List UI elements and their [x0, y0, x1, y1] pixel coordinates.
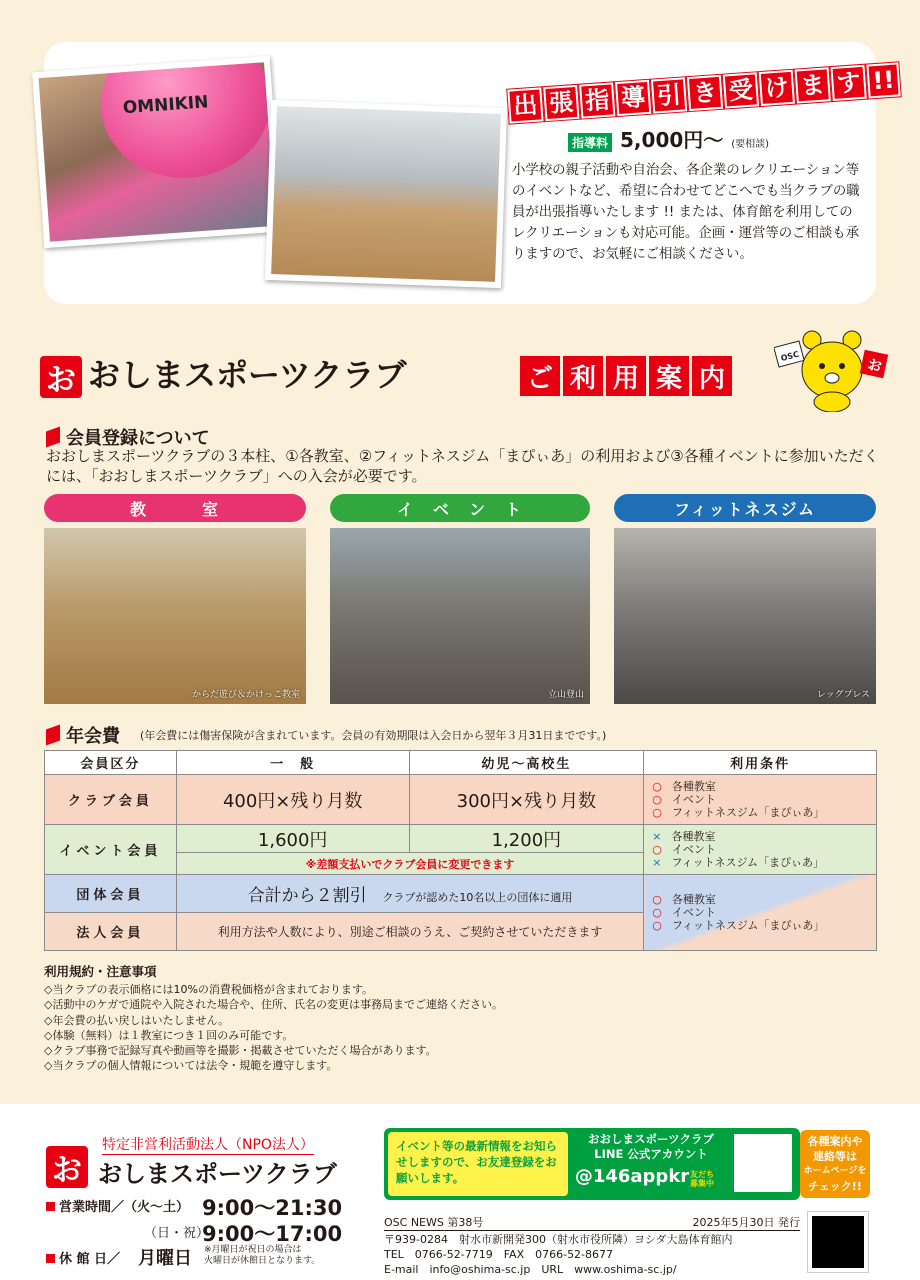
closed-day: 月曜日 — [138, 1248, 192, 1269]
hours-holiday-label: （日・祝） — [144, 1226, 210, 1241]
ball-logo-text: OMNIKIN — [122, 92, 210, 119]
line-tag-line: 募集中 — [690, 1179, 714, 1188]
cond-item: イベント — [671, 843, 716, 856]
line-account-line: おおしまスポーツクラブ — [588, 1132, 714, 1146]
rule-item: ◇活動中のケガで通院や入院された場合や、住所、氏名の変更は事務局までご連絡ください。 — [44, 998, 504, 1012]
event-caption: 立山登山 — [547, 690, 584, 700]
title-char: 引 — [651, 77, 687, 114]
title-char: け — [759, 70, 795, 107]
club-general: 400円×残り月数 — [176, 775, 409, 825]
cond-item: イベント — [671, 906, 716, 919]
mark: ○ — [652, 919, 662, 932]
fee-heading — [46, 722, 120, 748]
npo-label: 特定非営利活動法人（NPO法人） — [102, 1134, 314, 1155]
line-invite-text: イベント等の最新情報をお知らせしますので、お友達登録をお願いします。 — [388, 1132, 568, 1196]
cond-item: イベント — [671, 793, 716, 806]
title-char: !! — [866, 62, 900, 99]
mark: × — [652, 856, 662, 869]
fee-heading-text: 年会費 — [66, 726, 120, 747]
event-label: イベント会員 — [45, 825, 177, 875]
class-caption: からだ遊び＆かけっこ教室 — [191, 690, 300, 700]
group-main: 合計から２割引 — [247, 886, 367, 906]
event-pill: イ ベ ン ト — [330, 494, 590, 522]
event-conditions — [644, 825, 877, 875]
guide-char: 内 — [692, 356, 732, 396]
hp-note-line: 連絡等は — [813, 1150, 857, 1163]
guide-char: 案 — [649, 356, 689, 396]
fitness-pill: フィットネスジム — [614, 494, 876, 522]
title-char: 出 — [507, 87, 543, 124]
title-char: 受 — [723, 72, 759, 109]
table-header: 一 般 — [176, 751, 409, 775]
group-fee — [176, 875, 643, 913]
line-tag-line: 友だち — [690, 1170, 714, 1179]
class-pill: 教 室 — [44, 494, 306, 522]
hp-note-line: 各種案内や — [807, 1135, 863, 1148]
phone-fax: TEL 0766-52-7719 FAX 0766-52-8677 — [384, 1248, 614, 1261]
member-text: おおしまスポーツクラブの３本柱、①各教室、②フィットネスジム「まぴぃあ」の利用および③各種イベントに参加いただくには、「おおしまスポーツクラブ」への入会が必要です。 — [46, 447, 879, 485]
title-char: 張 — [543, 85, 579, 122]
event-note: ※差額支払いでクラブ会員に変更できます — [176, 853, 643, 875]
closed-note — [204, 1245, 320, 1267]
fee-note: (要相談) — [731, 139, 770, 150]
kinball-photo — [32, 56, 282, 248]
rule-item: ◇当クラブの表示価格には10%の消費税価格が含まれております。 — [44, 983, 374, 996]
mark: ○ — [652, 906, 662, 919]
closed-note-line: 火曜日が休館日となります。 — [204, 1256, 321, 1266]
fee-note: (年会費には傷害保険が含まれています。会員の有効期限は入会日から翌年３月31日までです。) — [140, 729, 607, 742]
hours-holiday: 9:00～17:00 — [202, 1222, 343, 1246]
gym-photo — [265, 100, 507, 288]
group-conditions — [644, 875, 877, 951]
rules-list — [44, 982, 503, 1074]
fee-badge: 指導料 — [568, 133, 612, 152]
title-char: き — [687, 75, 723, 112]
issue-line — [384, 1214, 800, 1231]
table-row — [45, 825, 877, 853]
title-char: 導 — [615, 80, 651, 117]
guide-title — [520, 356, 732, 396]
table-row — [45, 775, 877, 825]
rule-item: ◇体験（無料）は１教室につき１回のみ可能です。 — [44, 1028, 294, 1042]
cond-item: 各種教室 — [671, 780, 716, 793]
kinball-ball — [96, 62, 276, 183]
group-label: 団体会員 — [45, 875, 177, 913]
mascot-flag-text: お — [866, 356, 884, 376]
club-conditions — [644, 775, 877, 825]
fitness-caption: レッグプレス — [816, 690, 870, 700]
fee-table — [44, 750, 877, 951]
fee-price: 5,000円～ — [620, 128, 724, 152]
mascot-sign-text: OSC — [779, 349, 800, 364]
closed-label-text: 休 館 日／ — [59, 1252, 121, 1267]
fitness-photo — [614, 528, 876, 704]
table-header: 利用条件 — [644, 751, 877, 775]
mark: ○ — [652, 806, 662, 819]
line-account-title — [574, 1132, 728, 1162]
delivery-text: 小学校の親子活動や自治会、各企業のレクリエーション等のイベントなど、希望に合わせてどこへでも当クラブの職員が出張指導いたします !! または、体育館を利用してのレクリエーションも対応可能。企画・運営等のご相談も承りますので、お気軽にご相談ください。 — [512, 163, 860, 262]
corp-text: 利用方法や人数により、別途ご相談のうえ、ご契約させていただきます — [176, 913, 643, 951]
rule-item: ◇年会費の払い戻しはいたしません。 — [44, 1013, 230, 1027]
hours-label — [46, 1196, 189, 1215]
rule-item: ◇当クラブの個人情報については法令・規範を遵守します。 — [44, 1059, 338, 1073]
mark: × — [652, 830, 662, 843]
cond-item: フィットネスジム「まぴぃあ」 — [671, 806, 825, 819]
line-qr-code-icon[interactable] — [734, 1134, 792, 1192]
line-id: @146appkr — [574, 1166, 690, 1187]
homepage-note — [800, 1130, 870, 1198]
guide-char: 利 — [563, 356, 603, 396]
hp-note-line: チェック!! — [808, 1180, 862, 1193]
group-sub: クラブが認めた10名以上の団体に適用 — [382, 891, 573, 904]
address: 〒939-0284 射水市新開発300（射水市役所隣）ヨシダ大島体育館内 — [384, 1233, 733, 1246]
guide-char: ご — [520, 356, 560, 396]
member-heading-text: 会員登録について — [66, 428, 210, 449]
mark: ○ — [652, 893, 662, 906]
table-header: 幼児～高校生 — [409, 751, 644, 775]
footer-brand-name: おしまスポーツクラブ — [98, 1160, 337, 1188]
cond-item: フィットネスジム「まぴぃあ」 — [671, 919, 825, 932]
hours-label-text: 営業時間／（火～土） — [59, 1200, 190, 1215]
guide-char: 用 — [606, 356, 646, 396]
hp-note-line: ホームページを — [803, 1166, 867, 1176]
cond-item: 各種教室 — [671, 830, 716, 843]
brand-name: おしまスポーツクラブ — [88, 356, 407, 394]
club-youth: 300円×残り月数 — [409, 775, 644, 825]
rule-item: ◇クラブ事務で記録写真や動画等を撮影・掲載させていただく場合があります。 — [44, 1044, 437, 1058]
club-label: クラブ会員 — [45, 775, 177, 825]
event-general: 1,600円 — [176, 825, 409, 853]
line-tag — [690, 1170, 714, 1188]
contact-info — [384, 1232, 733, 1277]
mark: ○ — [652, 793, 662, 806]
corp-label: 法人会員 — [45, 913, 177, 951]
event-youth: 1,200円 — [409, 825, 644, 853]
title-char: 指 — [579, 82, 615, 119]
title-char: す — [830, 65, 866, 102]
website-qr-code-icon[interactable] — [808, 1212, 868, 1272]
mark: ○ — [652, 780, 662, 793]
footer-logo-mark: お — [46, 1146, 88, 1188]
mascot-bear-icon — [774, 330, 890, 412]
brand-logo-mark: お — [40, 356, 82, 398]
closed-label — [46, 1248, 120, 1267]
table-row — [45, 875, 877, 913]
class-photo — [44, 528, 306, 704]
issue-number: OSC NEWS 第38号 — [384, 1216, 484, 1229]
mark: ○ — [652, 843, 662, 856]
closed-note-line: ※月曜日が祝日の場合は — [204, 1245, 302, 1255]
table-header-row — [45, 751, 877, 775]
hours-weekday: 9:00～21:30 — [202, 1196, 343, 1220]
delivery-fee — [568, 124, 769, 153]
event-photo — [330, 528, 590, 704]
rules-title: 利用規約・注意事項 — [44, 964, 157, 979]
line-account-line: LINE 公式アカウント — [594, 1147, 708, 1161]
email-url[interactable]: E-mail info@oshima-sc.jp URL www.oshima-sc.jp/ — [384, 1263, 677, 1276]
issue-date: 2025年5月30日 発行 — [692, 1216, 800, 1229]
title-char: ま — [795, 67, 831, 104]
table-header: 会員区分 — [45, 751, 177, 775]
cond-item: 各種教室 — [671, 893, 716, 906]
cond-item: フィットネスジム「まぴぃあ」 — [671, 856, 825, 869]
